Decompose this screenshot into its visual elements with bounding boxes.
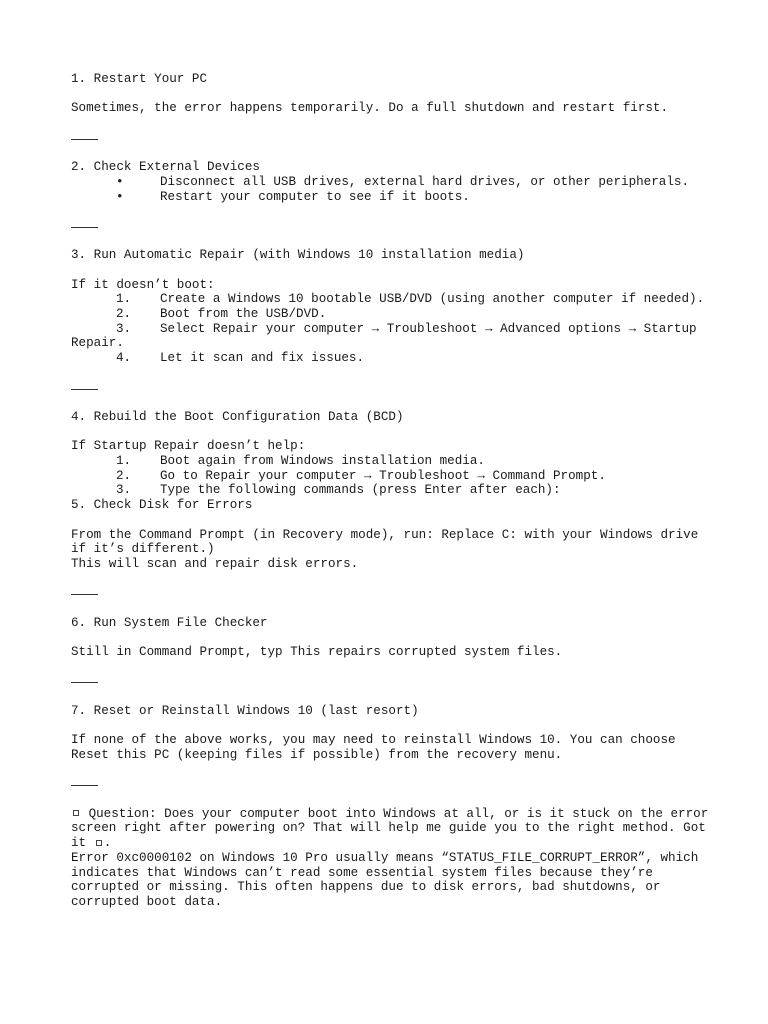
bullet-text: Disconnect all USB drives, external hard drives, or other peripherals.: [160, 174, 690, 189]
section-4-intro: If Startup Repair doesn’t help:: [71, 439, 306, 454]
numbered-step: [71, 483, 711, 498]
step-number: 4.: [116, 351, 132, 366]
step-number: 1.: [116, 292, 132, 307]
bullet-marker: •: [116, 174, 124, 189]
section-divider: [71, 389, 98, 390]
step-number: 2.: [116, 468, 132, 483]
question-suffix: .: [103, 836, 112, 851]
section-1-heading: 1. Restart Your PC: [71, 72, 208, 86]
section-divider: [71, 682, 98, 683]
section-6-heading: 6. Run System File Checker: [71, 615, 268, 630]
section-2-heading: 2. Check External Devices: [71, 160, 260, 175]
section-5-heading: 5. Check Disk for Errors: [71, 498, 253, 513]
step-text: Go to Repair your computer → Troubleshoot → Command Prompt.: [160, 468, 606, 483]
section-divider: [71, 227, 98, 228]
section-7-body: If none of the above works, you may need to reinstall Windows 10. You can choose Reset this PC (keeping files if possible) from the recovery menu.: [71, 733, 676, 762]
bullet-marker: •: [116, 189, 124, 204]
section-7-heading: 7. Reset or Reinstall Windows 10 (last resort): [71, 703, 419, 718]
section-1-body: Sometimes, the error happens temporarily. Do a full shutdown and restart first.: [71, 101, 669, 116]
question-text: Question: Does your computer boot into Windows at all, or is it stuck on the error screen right after powering on? That will help me guide you to the right method. Got it: [71, 806, 709, 851]
bullet-item: [71, 175, 711, 190]
section-4-heading: 4. Rebuild the Boot Configuration Data (BCD): [71, 409, 404, 424]
numbered-step: [71, 351, 711, 366]
emoji-icon: [96, 840, 102, 846]
step-text: Boot again from Windows installation media.: [160, 454, 485, 469]
numbered-step: [71, 469, 711, 484]
step-text: Boot from the USB/DVD.: [160, 307, 327, 322]
section-5-body-2: This will scan and repair disk errors.: [71, 556, 359, 571]
section-divider: [71, 594, 98, 595]
step-text: Type the following commands (press Enter after each):: [160, 483, 561, 498]
step-text: Let it scan and fix issues.: [160, 351, 365, 366]
question-icon: [73, 810, 79, 816]
step-number: 1.: [116, 454, 132, 469]
step-number: 3.: [116, 321, 132, 336]
section-divider: [71, 139, 98, 140]
error-explanation: Error 0xc0000102 on Windows 10 Pro usually means “STATUS_FILE_CORRUPT_ERROR”, which indicates that Windows can’t read some essential system files because they’re corrupted or missing. This often happens due to disk errors, bad shutdowns, or corrupted boot data.: [71, 850, 699, 909]
numbered-step: [71, 292, 711, 307]
step-number: 2.: [116, 307, 132, 322]
section-5-body: From the Command Prompt (in Recovery mode), run: Replace C: with your Windows drive if it’s different.): [71, 527, 699, 557]
numbered-step: [71, 307, 711, 322]
section-3-heading: 3. Run Automatic Repair (with Windows 10 installation media): [71, 248, 525, 263]
section-divider: [71, 785, 98, 786]
bullet-text: Restart your computer to see if it boots.: [160, 189, 470, 204]
step-text: Create a Windows 10 bootable USB/DVD (using another computer if needed).: [160, 292, 705, 307]
section-3-intro: If it doesn’t boot:: [71, 277, 215, 292]
step-number: 3.: [116, 483, 132, 498]
step-text: Select Repair your computer → Troubleshoot → Advanced options → Startup Repair.: [71, 321, 697, 351]
question-paragraph: [71, 807, 711, 851]
section-6-body: Still in Command Prompt, typ This repairs corrupted system files.: [71, 645, 563, 660]
numbered-step: [71, 454, 711, 469]
document-page: [71, 72, 711, 910]
numbered-step: [71, 322, 711, 351]
bullet-item: [71, 190, 711, 205]
